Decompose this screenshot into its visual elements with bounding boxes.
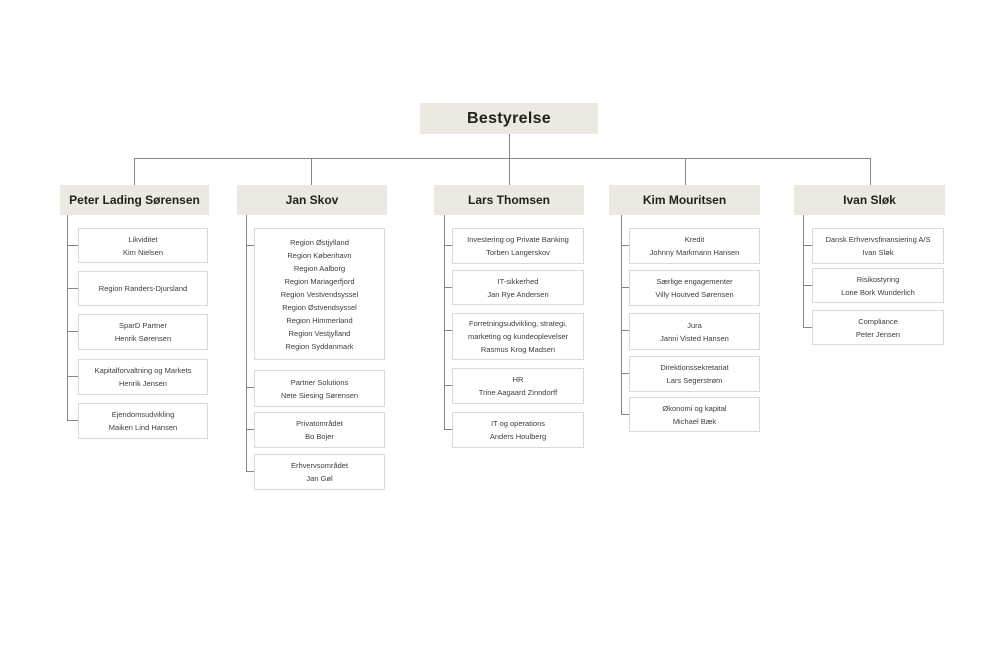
org-node [452, 368, 584, 404]
org-node-person: Jan Gøl [306, 474, 333, 483]
connector-line [621, 287, 629, 288]
org-node-title: Region Aalborg [293, 263, 346, 273]
connector-line [246, 215, 247, 471]
org-node-title: Ejendomsudvikling [111, 410, 175, 419]
connector-line [444, 330, 452, 331]
org-node-person: Lone Bork Wunderlich [841, 287, 915, 297]
connector-line [444, 215, 445, 429]
org-node-title: Region Østjylland [290, 237, 349, 247]
org-node [812, 228, 944, 264]
connector-line [67, 331, 78, 332]
org-root-node [420, 103, 598, 134]
org-node-title: IT og operations [490, 419, 546, 428]
connector-line [246, 429, 254, 430]
connector-line [444, 429, 452, 430]
org-node [629, 270, 760, 306]
connector-line [621, 330, 629, 331]
org-node-person: Villy Houtved Sørensen [655, 290, 734, 299]
org-node-person: Michael Bæk [672, 416, 717, 426]
org-node-title: Region Randers-Djursland [98, 284, 188, 293]
org-node-title: Erhvervsområdet [290, 461, 349, 470]
org-node [629, 356, 760, 392]
org-node-title: Partner Solutions [290, 377, 349, 387]
org-node [254, 228, 385, 360]
org-node-person: Maiken Lind Hansen [108, 423, 178, 432]
org-node-title: Region København [287, 250, 352, 260]
connector-line [246, 387, 254, 388]
org-node-title: Likviditet [128, 234, 158, 244]
org-node-person: Jan Rye Andersen [487, 289, 549, 299]
connector-line [134, 158, 870, 159]
org-node [78, 271, 208, 306]
org-node [78, 403, 208, 439]
branch-head-label: Kim Mouritsen [642, 193, 727, 207]
org-node-title: Region Østvendsyssel [282, 302, 357, 312]
org-node-person: Johnny Markmann Hansen [649, 248, 740, 257]
org-node-title: Region Vestjylland [288, 328, 351, 338]
org-branch-head [794, 185, 945, 215]
org-node-title: Særlige engagementer [656, 277, 733, 286]
connector-line [134, 158, 135, 185]
org-node [812, 310, 944, 345]
connector-line [803, 215, 804, 327]
org-node-title: Compliance [858, 316, 898, 326]
org-node-title: Økonomi og kapital [662, 403, 727, 413]
org-node-person: Henrik Jensen [119, 379, 167, 388]
org-node [254, 412, 385, 448]
org-node-title: Region Vestvendsyssel [280, 289, 359, 299]
connector-line [509, 134, 510, 158]
connector-line [509, 158, 510, 185]
org-node [452, 412, 584, 448]
branch-head-label: Peter Lading Sørensen [69, 193, 200, 207]
connector-line [67, 376, 78, 377]
org-node-title: Kapitalforvaltning og Markets [94, 366, 192, 375]
org-branch-head [609, 185, 760, 215]
org-node [629, 397, 760, 432]
org-node [452, 228, 584, 264]
org-node-person: Nete Siesing Sørensen [280, 390, 359, 400]
org-node-person: Kim Nielsen [122, 247, 163, 257]
org-node-title: SparD Partner [119, 321, 167, 330]
org-node-person: Lars Segerstrøm [666, 376, 723, 385]
org-node-title: Region Mariagerfjord [284, 276, 355, 286]
org-node-person: Bo Bojer [305, 432, 334, 441]
org-node [452, 270, 584, 305]
org-node-title: Risikostyring [856, 274, 900, 284]
org-node [629, 313, 760, 350]
connector-line [444, 245, 452, 246]
org-node [254, 370, 385, 407]
connector-line [621, 414, 629, 415]
branch-head-label: Ivan Sløk [843, 193, 896, 207]
org-node-title: Kredit [684, 235, 705, 244]
connector-line [246, 471, 254, 472]
connector-line [621, 373, 629, 374]
connector-line [803, 327, 812, 328]
org-node-title: Forretningsudvikling, strategi, marketing og kundeoplevelser [467, 319, 569, 341]
org-node [629, 228, 760, 264]
org-branch-head [237, 185, 387, 215]
org-node-person: Ivan Sløk [862, 248, 894, 257]
connector-line [67, 420, 78, 421]
org-branch-head [434, 185, 584, 215]
connector-line [685, 158, 686, 185]
connector-line [621, 245, 629, 246]
org-node-title: Direktionssekretariat [660, 363, 729, 372]
org-node [254, 454, 385, 490]
connector-line [444, 385, 452, 386]
org-branch-head [60, 185, 209, 215]
org-node-title: Jura [687, 320, 702, 330]
connector-line [444, 287, 452, 288]
org-node [78, 359, 208, 395]
branch-head-label: Lars Thomsen [467, 193, 551, 207]
org-root-label: Bestyrelse [467, 109, 551, 127]
org-node-title: Region Himmerland [286, 315, 353, 325]
connector-line [67, 245, 78, 246]
org-node [78, 228, 208, 263]
org-node-person: Torben Langerskov [486, 248, 550, 257]
connector-line [67, 288, 78, 289]
branch-head-label: Jan Skov [285, 193, 339, 207]
org-node-person: Rasmus Krog Madsen [480, 345, 556, 354]
org-node-person: Trine Aagaard Zinndorff [478, 388, 558, 397]
org-node-title: Region Syddanmark [285, 341, 354, 351]
org-node [452, 313, 584, 360]
connector-line [870, 158, 871, 185]
org-node-title: HR [512, 375, 524, 384]
connector-line [803, 245, 812, 246]
connector-line [311, 158, 312, 185]
connector-line [246, 245, 254, 246]
org-node-person: Anders Houlberg [489, 432, 547, 441]
org-node-person: Henrik Sørensen [114, 334, 172, 343]
org-node-title: IT-sikkerhed [497, 276, 539, 286]
org-node-person: Janni Visted Hansen [660, 333, 729, 343]
org-node-title: Investering og Private Banking [467, 235, 569, 244]
connector-line [803, 285, 812, 286]
org-node-person: Peter Jensen [855, 329, 901, 339]
org-node [812, 268, 944, 303]
org-node [78, 314, 208, 350]
org-node-title: Privatområdet [296, 419, 343, 428]
org-node-title: Dansk Erhvervsfinansiering A/S [825, 235, 931, 244]
